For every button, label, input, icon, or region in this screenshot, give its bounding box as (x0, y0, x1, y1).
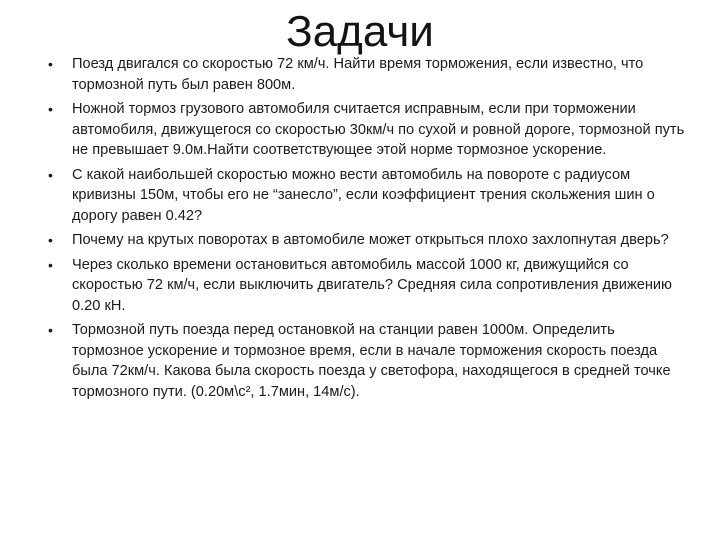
task-list (48, 54, 688, 406)
task-text: Ножной тормоз грузового автомобиля считается исправным, если при торможении автомобиля, движущегося со скоростью 30км/ч по сухой и ровной дороге, тормозной путь не превышает 9.0м.Найти соответствующее этой норме тормозное ускорение. (72, 101, 685, 158)
task-text: Почему на крутых поворотах в автомобиле может открыться плохо захлопнутая дверь? (72, 232, 669, 248)
task-text: Поезд двигался со скоростью 72 км/ч. Найти время торможения, если известно, что тормозной путь был равен 800м. (72, 56, 644, 93)
task-text: Через сколько времени остановиться автомобиль массой 1000 кг, движущийся со скоростью 72 км/ч, если выключить двигатель? Средняя сила сопротивления движению 0.20 кН. (72, 256, 672, 314)
task-text: С какой наибольшей скоростью можно вести автомобиль на повороте с радиусом кривизны 150м, чтобы его не “занесло”, если коэффициент трения скольжения шин о дорогу равен 0.42? (72, 166, 655, 224)
bullet-icon: • (48, 56, 53, 72)
list-item (48, 230, 688, 251)
bullet-icon: • (48, 322, 53, 338)
list-item (48, 99, 688, 161)
bullet-icon: • (48, 166, 53, 183)
slide-title: Задачи (286, 7, 434, 56)
list-item (48, 54, 688, 95)
list-item (48, 255, 688, 317)
bullet-icon: • (48, 256, 53, 273)
list-item (48, 320, 688, 402)
task-text: Тормозной путь поезда перед остановкой на станции равен 1000м. Определить тормозное ускорение и тормозное время, если в начале торможения скорость поезда была 72км/ч. Какова была скорость поезда у светофора, находящегося в средней точке тормозного пути. (0.20м\с², 1.7мин, 14м/с). (72, 322, 671, 400)
bullet-icon: • (48, 232, 53, 248)
bullet-icon: • (48, 101, 53, 117)
list-item (48, 165, 688, 227)
